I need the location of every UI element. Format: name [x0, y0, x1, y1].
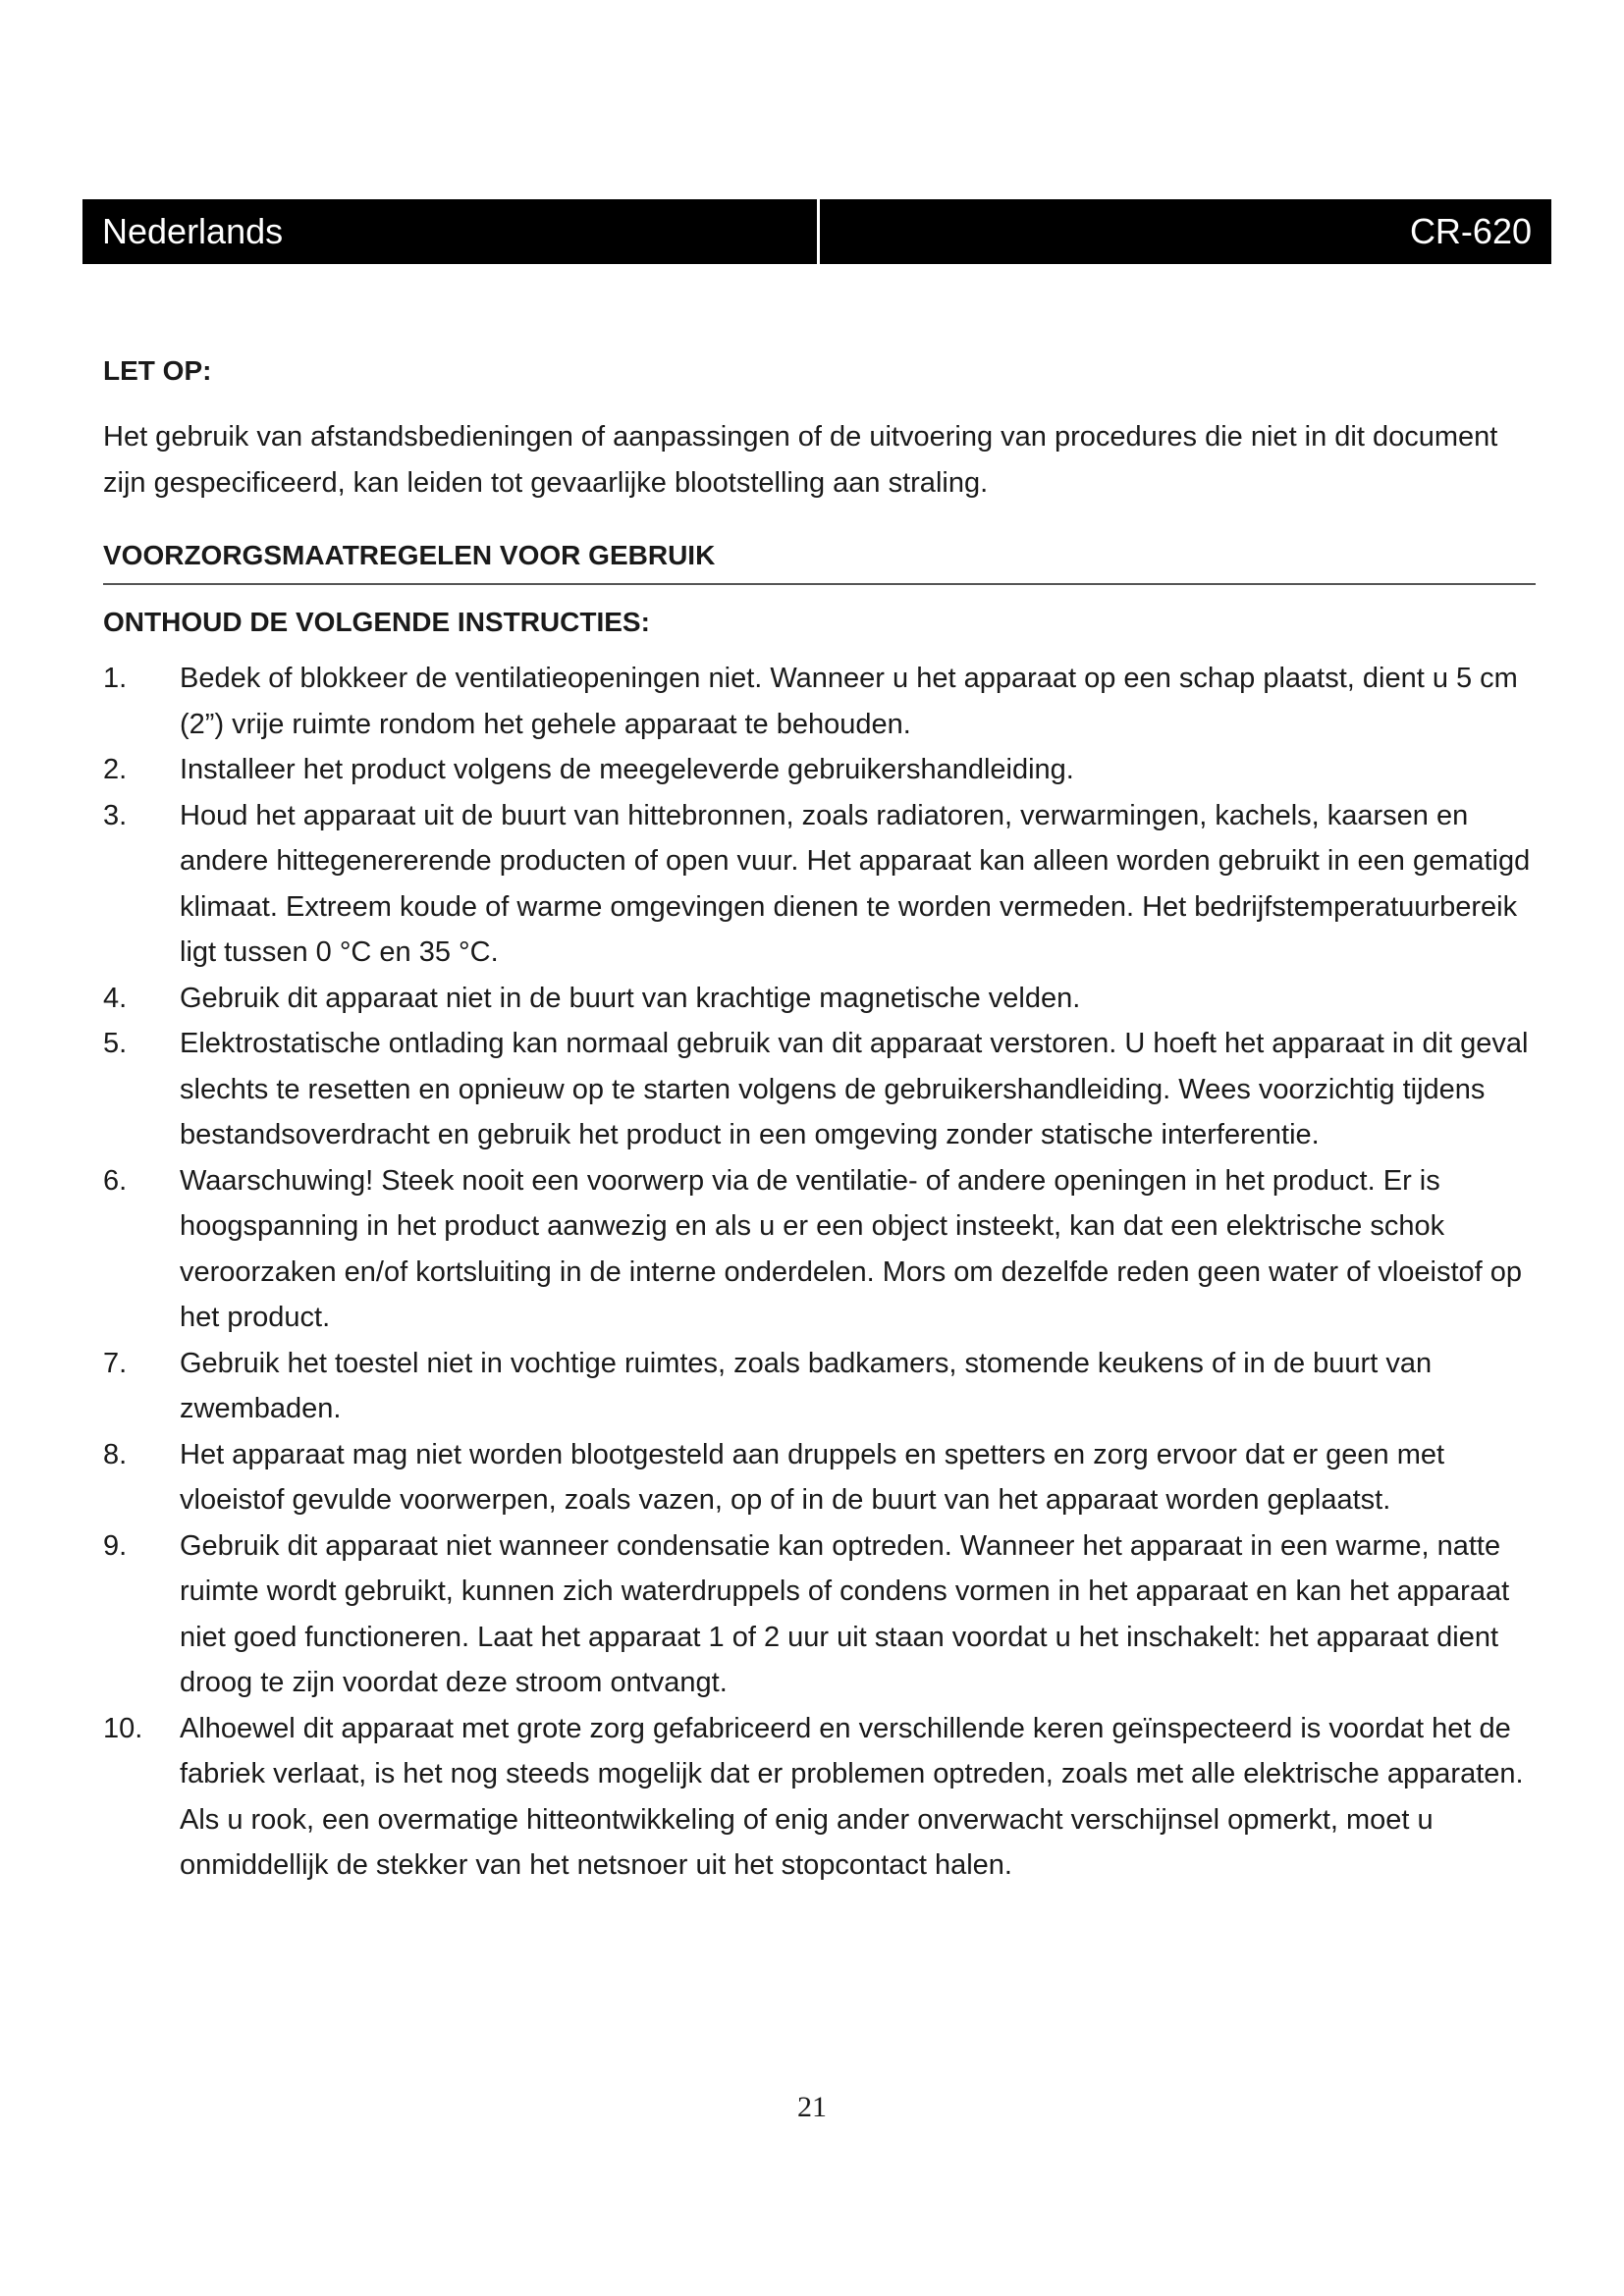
page-header-bar	[82, 199, 1551, 264]
list-item	[103, 1706, 1537, 1889]
list-item-text: Gebruik het toestel niet in vochtige ruimtes, zoals badkamers, stomende keukens of in de buurt van zwembaden.	[180, 1347, 1433, 1424]
header-language: Nederlands	[102, 211, 284, 251]
list-item	[103, 747, 1537, 793]
list-item-number: 1.	[103, 663, 128, 694]
list-item-text: Houd het apparaat uit de buurt van hittebronnen, zoals radiatoren, verwarmingen, kachels, kaarsen en andere hittegenererende producten of open vuur. Het apparaat kan alleen worden gebruikt in een gematigd klimaat. Extreem koude of warme omgevingen dienen te worden vermeden. Het bedrijfstemperatuurbereik ligt tussen 0 °C en 35 °C.	[180, 799, 1531, 968]
list-item-number: 4.	[103, 982, 128, 1014]
list-item-number: 10.	[103, 1712, 143, 1744]
list-item-text: Gebruik dit apparaat niet in de buurt van krachtige magnetische velden.	[180, 982, 1081, 1014]
precautions-subtitle: ONTHOUD DE VOLGENDE INSTRUCTIES:	[103, 607, 650, 637]
list-item	[103, 656, 1537, 747]
list-item-text: Waarschuwing! Steek nooit een voorwerp via de ventilatie- of andere openingen in het product. Er is hoogspanning in het product aanwezig en als u er een object insteekt, kan dat een elektrische schok veroorzaken en/of kortsluiting in de interne onderdelen. Mors om dezelfde reden geen water of vloeistof op het product.	[180, 1164, 1523, 1333]
list-item-number: 3.	[103, 799, 128, 831]
list-item	[103, 1158, 1537, 1341]
notice-heading: LET OP:	[103, 355, 212, 386]
list-item	[103, 793, 1537, 976]
list-item-number: 6.	[103, 1164, 128, 1197]
list-item-text: Het apparaat mag niet worden blootgesteld aan druppels en spetters en zorg ervoor dat er geen met vloeistof gevulde voorwerpen, zoals vazen, op of in de buurt van het apparaat worden geplaatst.	[180, 1438, 1445, 1516]
list-item-number: 5.	[103, 1028, 128, 1059]
list-item-number: 7.	[103, 1347, 128, 1379]
list-item	[103, 1523, 1537, 1706]
list-item	[103, 1341, 1537, 1432]
list-item-text: Alhoewel dit apparaat met grote zorg gefabriceerd en verschillende keren geïnspecteerd is voordat het de fabriek verlaat, is het nog steeds mogelijk dat er problemen optreden, zoals met alle elektrische apparaten. Als u rook, een overmatige hitteontwikkeling of enig ander onverwacht verschijnsel opmerkt, moet u onmiddellijk de stekker van het netsnoer uit het stopcontact halen.	[180, 1712, 1524, 1881]
list-item-number: 9.	[103, 1529, 128, 1562]
list-item	[103, 976, 1537, 1022]
header-divider	[817, 199, 820, 264]
list-item-text: Gebruik dit apparaat niet wanneer condensatie kan optreden. Wanneer het apparaat in een warme, natte ruimte wordt gebruikt, kunnen zich waterdruppels of condens vormen in het apparaat en kan het apparaat niet goed functioneren. Laat het apparaat 1 of 2 uur uit staan voordat u het inschakelt: het apparaat dient droog te zijn voordat deze stroom ontvangt.	[180, 1529, 1510, 1698]
list-item-text: Bedek of blokkeer de ventilatieopeningen niet. Wanneer u het apparaat op een schap plaatst, dient u 5 cm (2”) vrije ruimte rondom het gehele apparaat te behouden.	[180, 663, 1518, 740]
list-item-number: 2.	[103, 754, 128, 785]
notice-text: Het gebruik van afstandsbedieningen of aanpassingen of de uitvoering van procedures die niet in dit document zijn gespecificeerd, kan leiden tot gevaarlijke blootstelling aan straling.	[103, 421, 1498, 499]
list-item-text: Elektrostatische ontlading kan normaal gebruik van dit apparaat verstoren. U hoeft het apparaat in dit geval slechts te resetten en opnieuw op te starten volgens de gebruikershandleiding. Wees voorzichtig tijdens bestandsoverdracht en gebruik het product in een omgeving zonder statische interferentie.	[180, 1028, 1529, 1150]
page-number: 21	[797, 2091, 827, 2123]
page-content	[103, 351, 1537, 1889]
list-item	[103, 1021, 1537, 1158]
list-item-text: Installeer het product volgens de meegeleverde gebruikershandleiding.	[180, 754, 1074, 785]
list-item	[103, 1432, 1537, 1523]
precautions-list	[103, 656, 1537, 1889]
header-model: CR-620	[1409, 211, 1532, 251]
precautions-title: VOORZORGSMAATREGELEN VOOR GEBRUIK	[103, 536, 1536, 585]
list-item-number: 8.	[103, 1438, 128, 1470]
